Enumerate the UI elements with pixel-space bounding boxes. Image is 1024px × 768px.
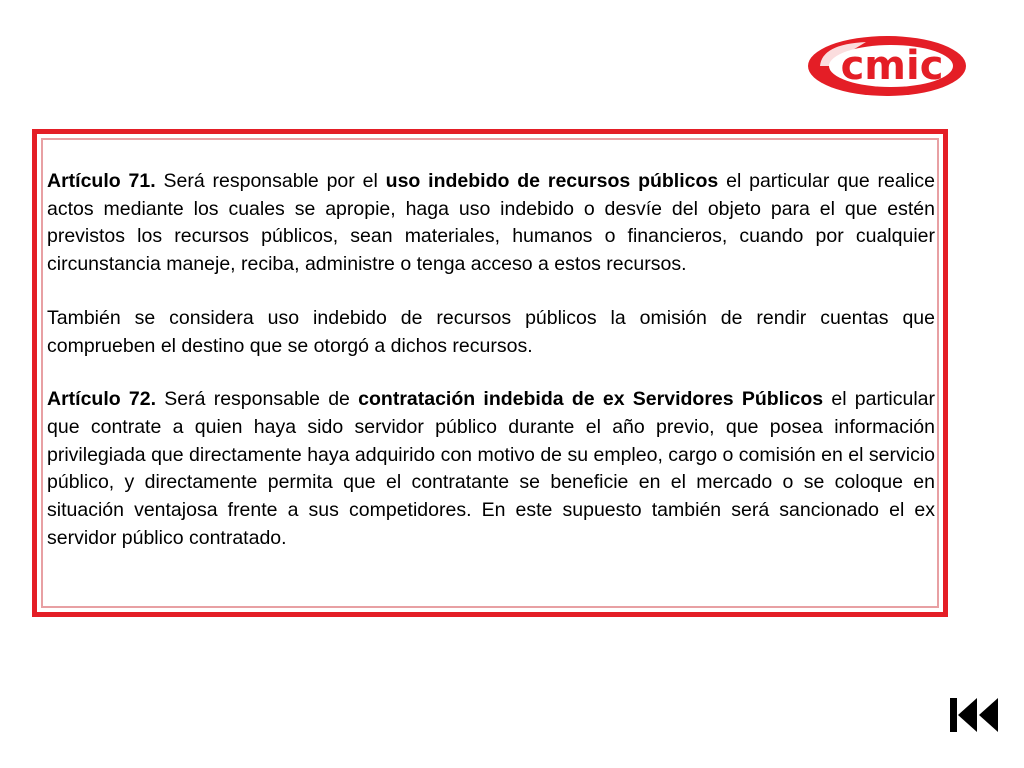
- cmic-logo: [806, 34, 968, 98]
- article-72-text-start: Será responsable de: [156, 388, 359, 411]
- article-71-paragraph: [47, 168, 935, 279]
- article-72-heading: Artículo 72.: [47, 388, 157, 411]
- article-72-highlight: contratación indebida de ex Servidores Públicos: [358, 388, 824, 411]
- first-slide-icon: [948, 696, 1000, 734]
- article-72-text-end: el particular que contrate a quien haya sido servidor público durante el año previo, que posea información privilegiada que directamente haya adquirido con motivo de su empleo, cargo o comisión en el servicio público, y directamente permita que el contratante se beneficie en el mercado o se coloque en situación ventajosa frente a sus competidores. En este supuesto también será sancionado el ex servidor público contratado.: [47, 388, 936, 549]
- article-72-paragraph: [47, 386, 935, 552]
- article-text: [47, 168, 935, 552]
- cmic-logo-icon: [806, 34, 968, 98]
- logo-text: cmic: [840, 43, 944, 89]
- article-71-text-end: el particular que realice actos mediante los cuales se apropie, haga uso indebido o desvíe del objeto para el que estén previstos los recursos públicos, sean materiales, humanos o financieros, cuando por cualquier circunstancia maneje, reciba, administre o tenga acceso a estos recursos.: [47, 170, 935, 276]
- article-71-heading: Artículo 71.: [47, 170, 156, 192]
- first-slide-button[interactable]: [948, 696, 1000, 734]
- article-71-second-paragraph: También se considera uso indebido de recursos públicos la omisión de rendir cuentas que comprueben el destino que se otorgó a dichos recursos.: [47, 306, 935, 357]
- article-71-text-start: Será responsable por el: [155, 170, 386, 192]
- article-71-highlight: uso indebido de recursos públicos: [385, 170, 719, 192]
